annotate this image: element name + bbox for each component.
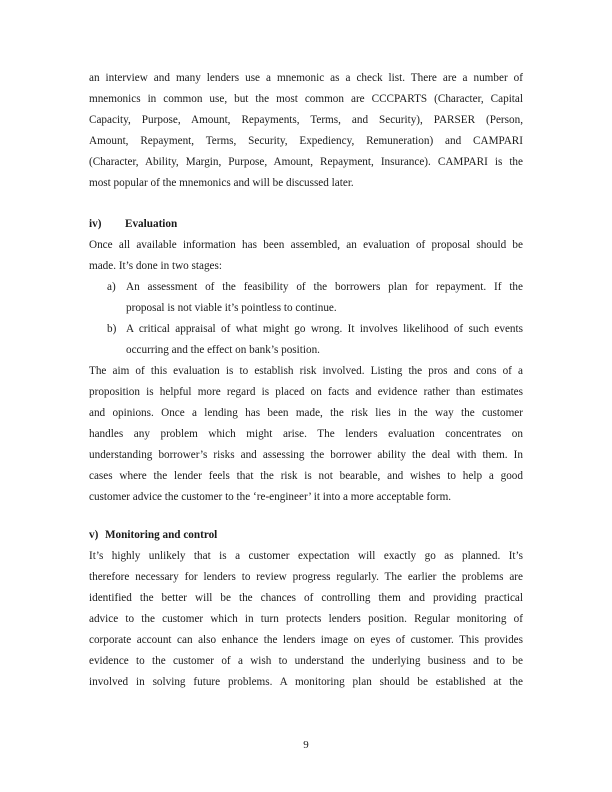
text-line: Capacity, Purpose, Amount, Repayments, Terms, and Security), PARSER (Person, <box>89 114 523 126</box>
text-line: most popular of the mnemonics and will be discussed later. <box>89 177 354 189</box>
text-line: Amount, Repayment, Terms, Security, Expediency, Remuneration) and CAMPARI <box>89 135 523 147</box>
section-number: v) <box>89 529 99 541</box>
text-line: evidence to the customer of a wish to understand the underlying business and to be <box>89 655 523 667</box>
text-line: An assessment of the feasibility of the borrowers plan for repayment. If the <box>126 281 523 293</box>
text-line: involved in solving future problems. A monitoring plan should be established at the <box>89 676 523 688</box>
text-line: mnemonics in common use, but the most common are CCCPARTS (Character, Capital <box>89 93 523 105</box>
text-line: therefore necessary for lenders to review progress regularly. The earlier the problems are <box>89 571 523 583</box>
section-heading <box>89 528 523 542</box>
text-line: and opinions. Once a lending has been made, the risk lies in the way the customer <box>89 407 523 419</box>
section-title: Evaluation <box>125 218 178 230</box>
text-line: The aim of this evaluation is to establish risk involved. Listing the pros and cons of a <box>89 365 523 377</box>
list-marker: b) <box>107 323 117 335</box>
text-line: understanding borrower’s risks and assessing the borrower ability the deal with them. In <box>89 449 523 461</box>
text-line: proposition is helpful more regard is placed on facts and evidence rather than estimates <box>89 386 523 398</box>
text-line: Once all available information has been assembled, an evaluation of proposal should be <box>89 239 523 251</box>
text-line: (Character, Ability, Margin, Purpose, Amount, Repayment, Insurance). CAMPARI is the <box>89 156 523 168</box>
text-line: It’s highly unlikely that is a customer expectation will exactly go as planned. It’s <box>89 550 523 562</box>
list-marker: a) <box>107 281 116 293</box>
text-line: customer advice the customer to the ‘re-engineer’ it into a more acceptable form. <box>89 491 452 503</box>
text-line: A critical appraisal of what might go wrong. It involves likelihood of such events <box>126 323 523 335</box>
text-line: proposal is not viable it’s pointless to continue. <box>126 302 337 314</box>
text-line: handles any problem which might arise. The lenders evaluation concentrates on <box>89 428 523 440</box>
text-line: made. It’s done in two stages: <box>89 260 222 272</box>
text-line: an interview and many lenders use a mnemonic as a check list. There are a number of <box>89 72 523 84</box>
section-title: Monitoring and control <box>105 529 218 541</box>
text-line: corporate account can also enhance the lenders image on eyes of customer. This provides <box>89 634 523 646</box>
text-line: occurring and the effect on bank’s position. <box>126 344 320 356</box>
section-heading <box>89 217 523 231</box>
section-number: iv) <box>89 218 102 230</box>
text-line: cases where the lender feels that the risk is not bearable, and wishes to help a good <box>89 470 523 482</box>
text-line: advice to the customer which in turn protects lenders position. Regular monitoring of <box>89 613 523 625</box>
text-line: identified the better will be the chances of controlling them and providing practical <box>89 592 523 604</box>
page-number: 9 <box>303 739 309 751</box>
